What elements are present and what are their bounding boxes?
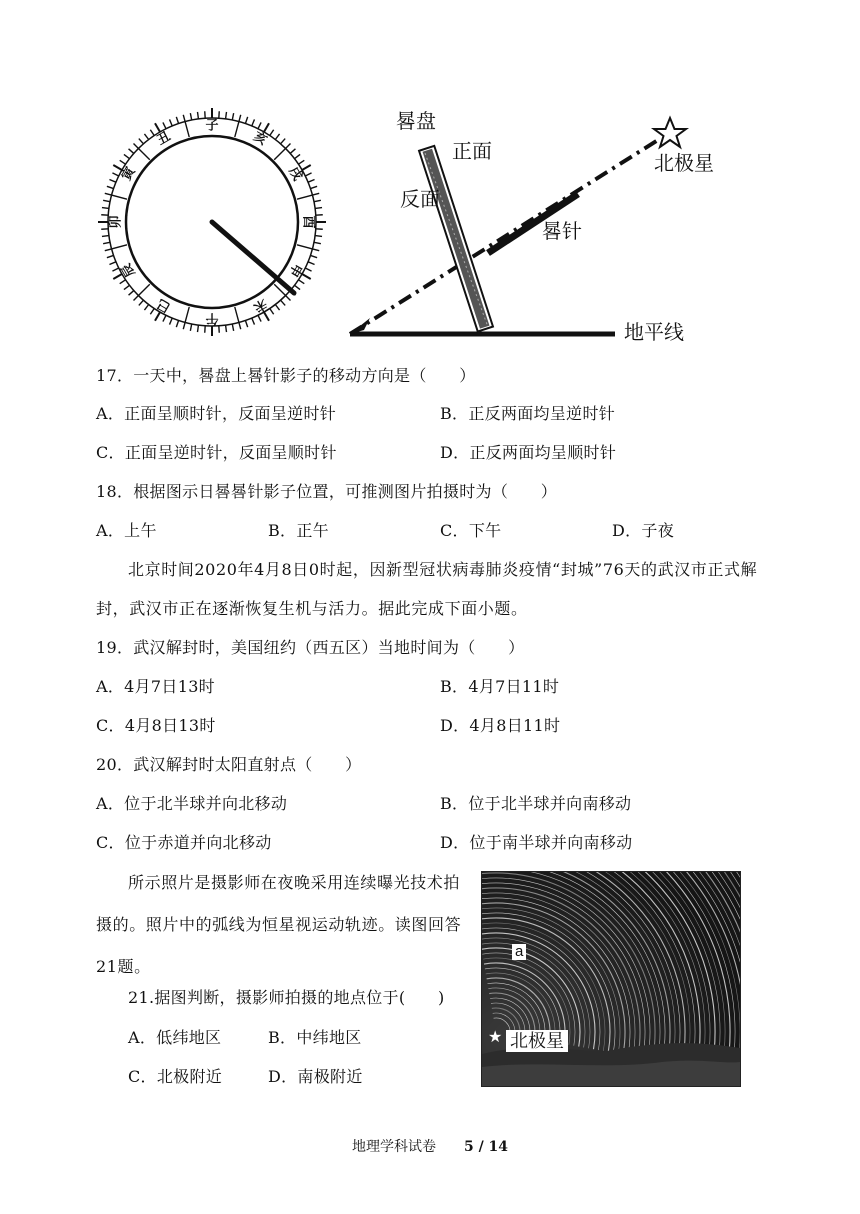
label-horizon: 地平线 <box>624 320 684 344</box>
q21-option-b[interactable]: B．中纬地区 <box>268 1028 362 1047</box>
dial-char-4: 辰 <box>119 260 139 280</box>
footer-title: 地理学科试卷 <box>351 1139 436 1155</box>
page-footer <box>0 1136 860 1156</box>
q19-option-a[interactable]: A．4月7日13时 <box>96 677 215 696</box>
q19-option-c[interactable]: C．4月8日13时 <box>96 716 216 735</box>
q17-option-b[interactable]: B．正反两面均呈逆时针 <box>440 404 616 423</box>
sundial-face-figure <box>96 106 328 338</box>
dial-char-0: 子 <box>205 118 219 134</box>
dial-char-8: 申 <box>285 260 305 280</box>
question-21-stem: 21.据图判断，摄影师拍摄的地点位于( ) <box>128 988 445 1007</box>
q19-option-b[interactable]: B．4月7日11时 <box>440 677 560 696</box>
sundial-diagram-figure <box>340 96 740 346</box>
question-18-stem: 18．根据图示日晷晷针影子位置，可推测图片拍摄时为（ ） <box>96 482 558 501</box>
dial-plate <box>419 146 493 332</box>
star-trail-photo <box>481 871 741 1087</box>
passage-photo: 所示照片是摄影师在夜晚采用连续曝光技术拍摄的。照片中的弧线为恒星视运动轨迹。读图回答21题。 <box>96 873 462 976</box>
polaris-star-icon <box>654 118 686 147</box>
q18-option-b[interactable]: B．正午 <box>268 521 329 540</box>
dial-char-6: 午 <box>205 310 219 326</box>
question-17-stem: 17．一天中，晷盘上晷针影子的移动方向是（ ） <box>96 366 476 385</box>
question-19-stem: 19．武汉解封时，美国纽约（西五区）当地时间为（ ） <box>96 638 525 657</box>
q18-option-c[interactable]: C．下午 <box>440 521 502 540</box>
q20-option-d[interactable]: D．位于南半球并向南移动 <box>440 833 633 852</box>
q18-option-a[interactable]: A．上午 <box>96 521 157 540</box>
q21-option-d[interactable]: D．南极附近 <box>268 1067 363 1086</box>
q19-option-d[interactable]: D．4月8日11时 <box>440 716 561 735</box>
star-trails <box>482 872 740 1086</box>
q21-option-c[interactable]: C．北极附近 <box>128 1067 223 1086</box>
label-polaris: 北极星 <box>654 151 714 175</box>
polaris-point-icon: ★ <box>488 1027 503 1046</box>
question-20-stem: 20．武汉解封时太阳直射点（ ） <box>96 755 362 774</box>
passage-wuhan: 北京时间2020年4月8日0时起，因新型冠状病毒肺炎疫情“封城”76天的武汉市正式解封，武汉市正在逐渐恢复生机与活力。据此完成下面小题。 <box>96 560 758 618</box>
q17-option-d[interactable]: D．正反两面均呈顺时针 <box>440 443 617 462</box>
gnomon-shadow <box>212 222 294 293</box>
q21-option-a[interactable]: A．低纬地区 <box>128 1028 222 1047</box>
axis-line <box>350 140 658 334</box>
photo-label-polaris: 北极星 <box>506 1030 568 1052</box>
dial-char-5: 巳 <box>154 295 174 315</box>
label-front: 正面 <box>452 139 492 163</box>
dial-char-7: 未 <box>250 295 270 315</box>
label-dial: 晷盘 <box>396 109 436 133</box>
dial-char-2: 寅 <box>119 164 139 184</box>
q17-option-a[interactable]: A．正面呈顺时针，反面呈逆时针 <box>96 404 337 423</box>
photo-label-a: a <box>512 944 526 960</box>
page-number: 5 / 14 <box>463 1139 509 1155</box>
label-gnomon: 晷针 <box>542 219 582 243</box>
q20-option-c[interactable]: C．位于赤道并向北移动 <box>96 833 272 852</box>
dial-char-11: 亥 <box>250 129 270 149</box>
label-back: 反面 <box>400 187 440 211</box>
q17-option-c[interactable]: C．正面呈逆时针，反面呈顺时针 <box>96 443 337 462</box>
dial-char-3: 卯 <box>108 215 124 229</box>
dial-char-10: 戌 <box>285 164 305 184</box>
q18-option-d[interactable]: D．子夜 <box>612 521 675 540</box>
q20-option-b[interactable]: B．位于北半球并向南移动 <box>440 794 632 813</box>
dial-char-9: 酉 <box>300 215 316 229</box>
dial-char-1: 丑 <box>154 129 174 149</box>
q20-option-a[interactable]: A．位于北半球并向北移动 <box>96 794 288 813</box>
